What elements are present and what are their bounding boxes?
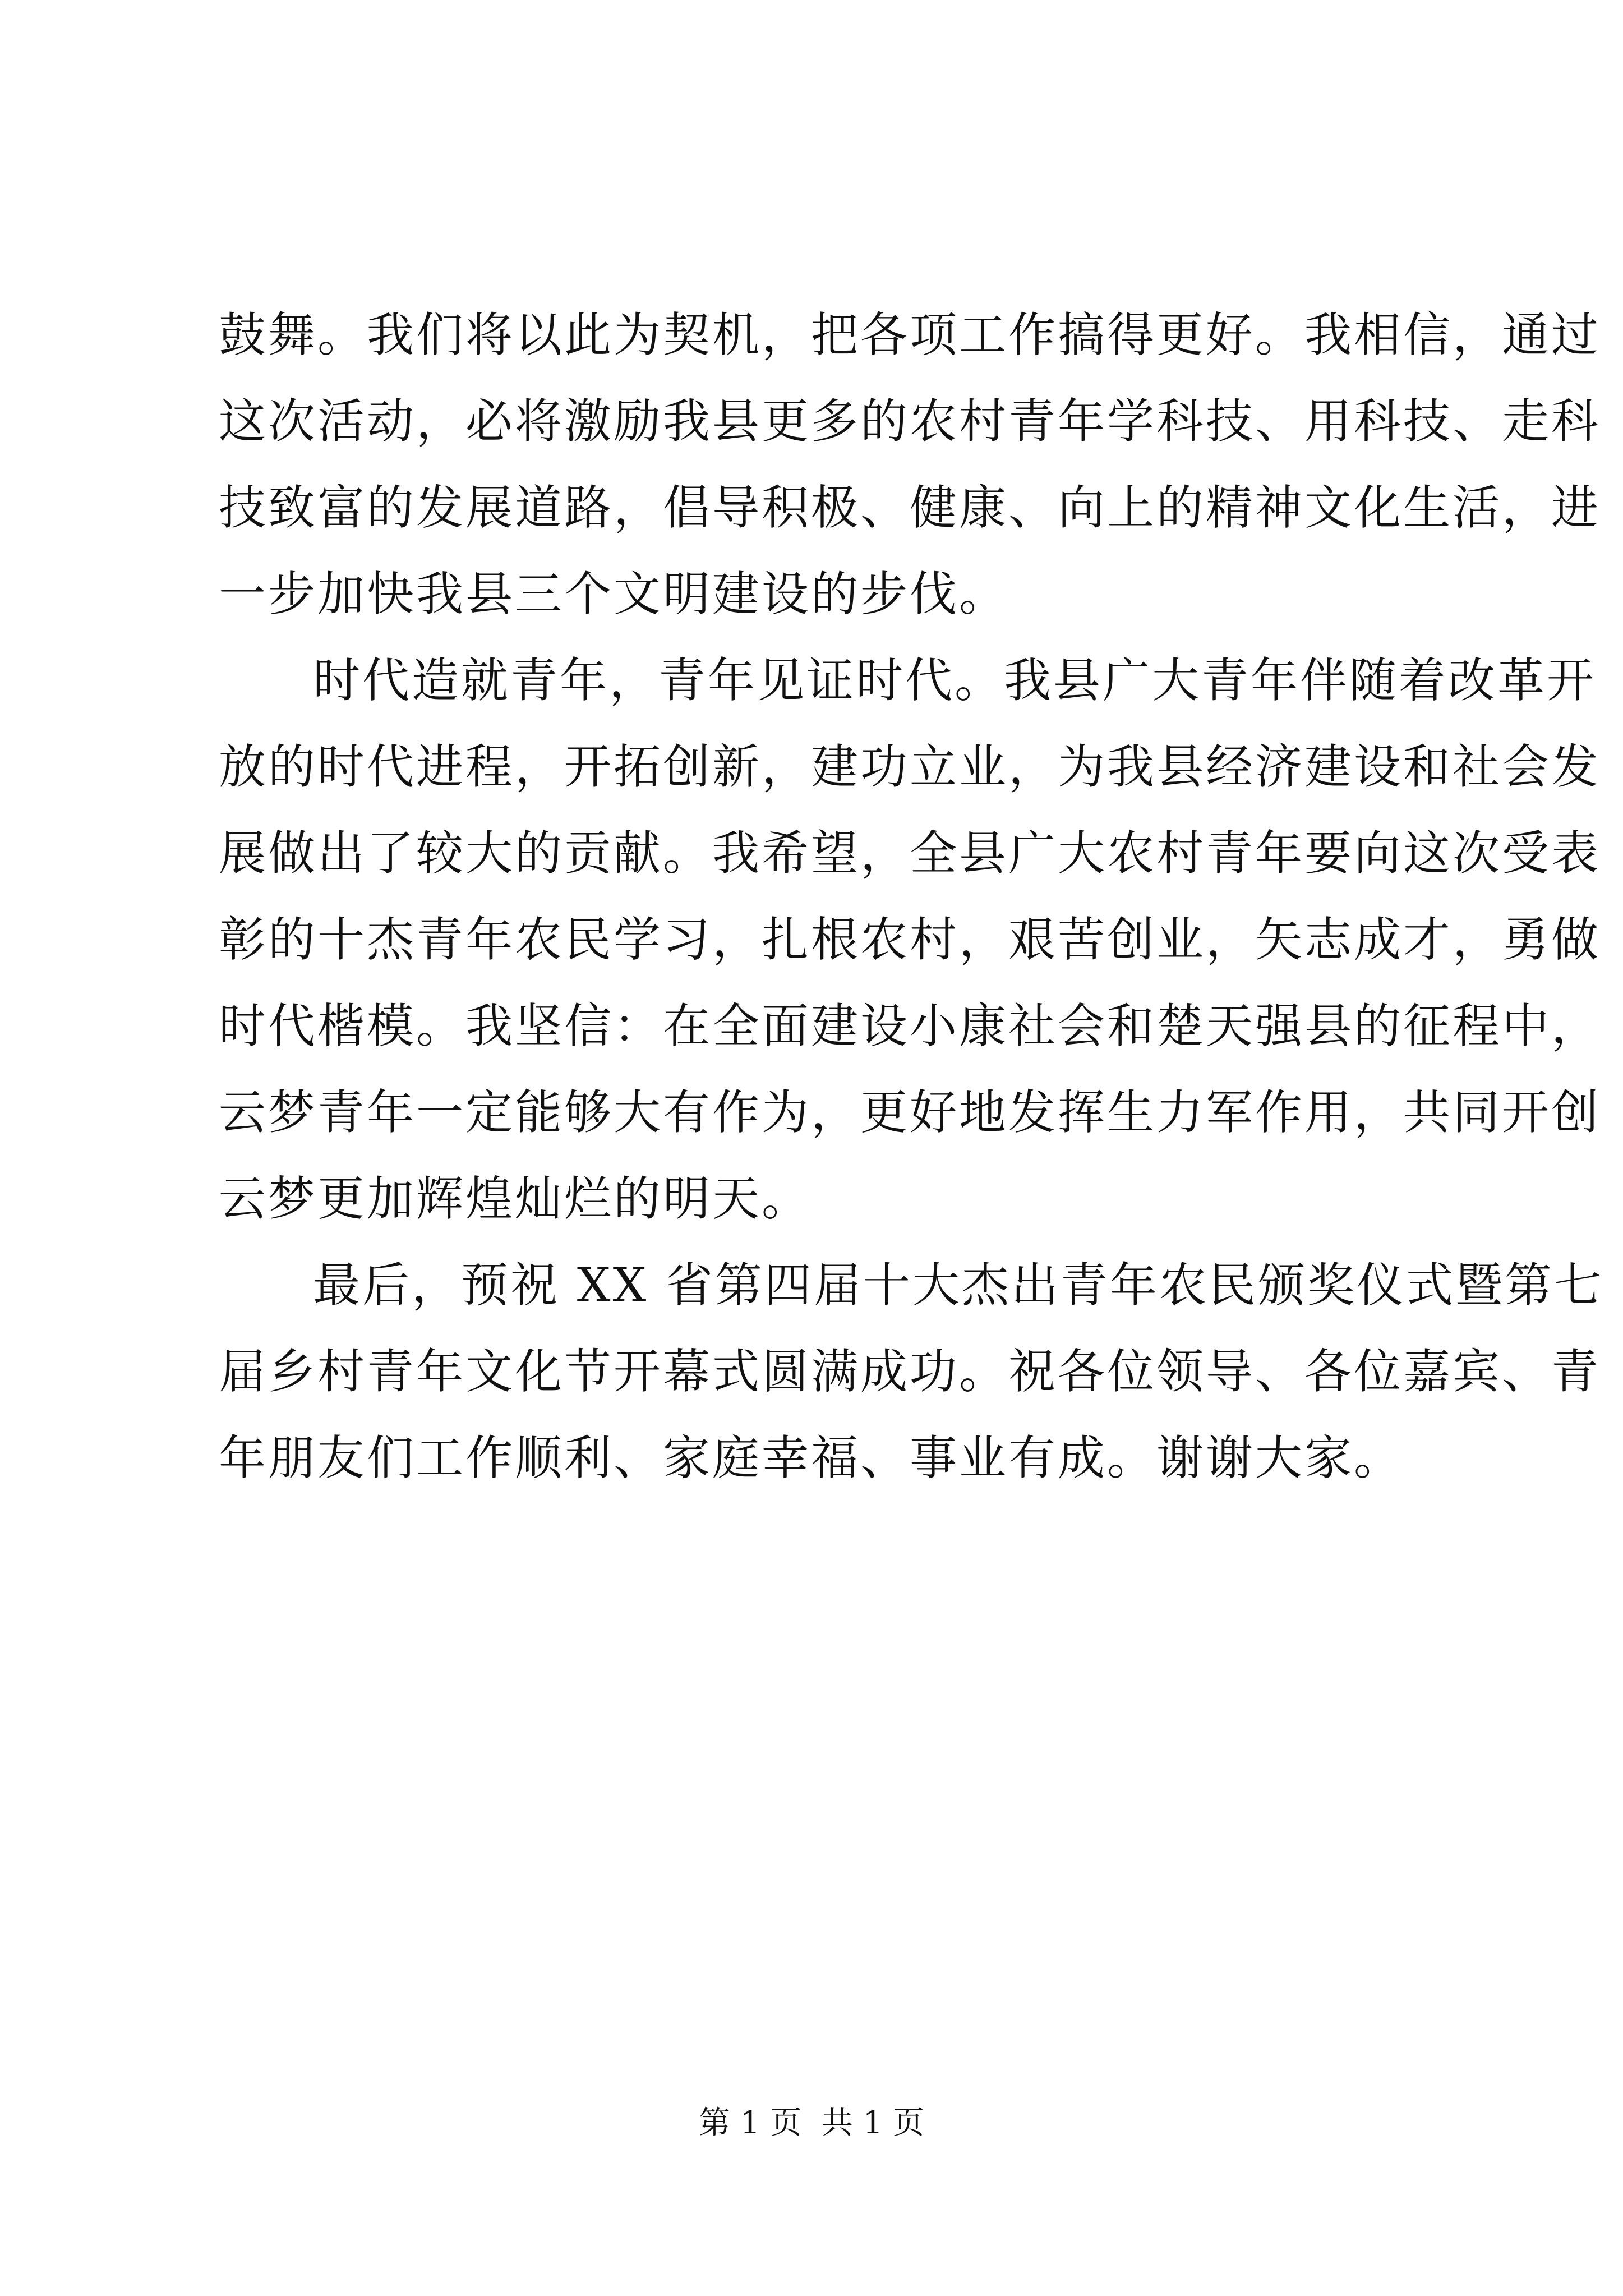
text-line: 最后，预祝 XX 省第四届十大杰出青年农民颁奖仪式暨第七 [313, 1258, 1604, 1313]
document-body [219, 292, 1604, 1501]
page-number-footer: 第 1 页 共 1 页 [698, 2105, 925, 2141]
text-line: 这次活动，必将激励我县更多的农村青年学科技、用科技、走科 [219, 394, 1601, 449]
text-line: 时代造就青年，青年见证时代。我县广大青年伴随着改革开 [313, 653, 1597, 708]
text-line: 展做出了较大的贡献。我希望，全县广大农村青年要向这次受表 [219, 826, 1601, 881]
text-line: 放的时代进程，开拓创新，建功立业，为我县经济建设和社会发 [219, 739, 1601, 794]
text-line: 一步加快我县三个文明建设的步伐。 [219, 567, 1009, 622]
text-line: 彰的十杰青年农民学习，扎根农村，艰苦创业，矢志成才，勇做 [219, 912, 1601, 967]
text-line: 届乡村青年文化节开幕式圆满成功。祝各位领导、各位嘉宾、青 [219, 1344, 1601, 1399]
paragraph [219, 637, 1601, 1242]
text-line: 技致富的发展道路，倡导积极、健康、向上的精神文化生活，进 [219, 480, 1601, 535]
text-line: 鼓舞。我们将以此为契机，把各项工作搞得更好。我相信，通过 [219, 307, 1601, 362]
text-line: 时代楷模。我坚信：在全面建设小康社会和楚天强县的征程中， [219, 999, 1601, 1053]
paragraph [219, 1242, 1604, 1501]
text-line: 年朋友们工作顺利、家庭幸福、事业有成。谢谢大家。 [219, 1430, 1404, 1485]
paragraph [219, 292, 1601, 637]
text-line: 云梦更加辉煌灿烂的明天。 [219, 1171, 811, 1226]
text-line: 云梦青年一定能够大有作为，更好地发挥生力军作用，共同开创 [219, 1085, 1601, 1140]
